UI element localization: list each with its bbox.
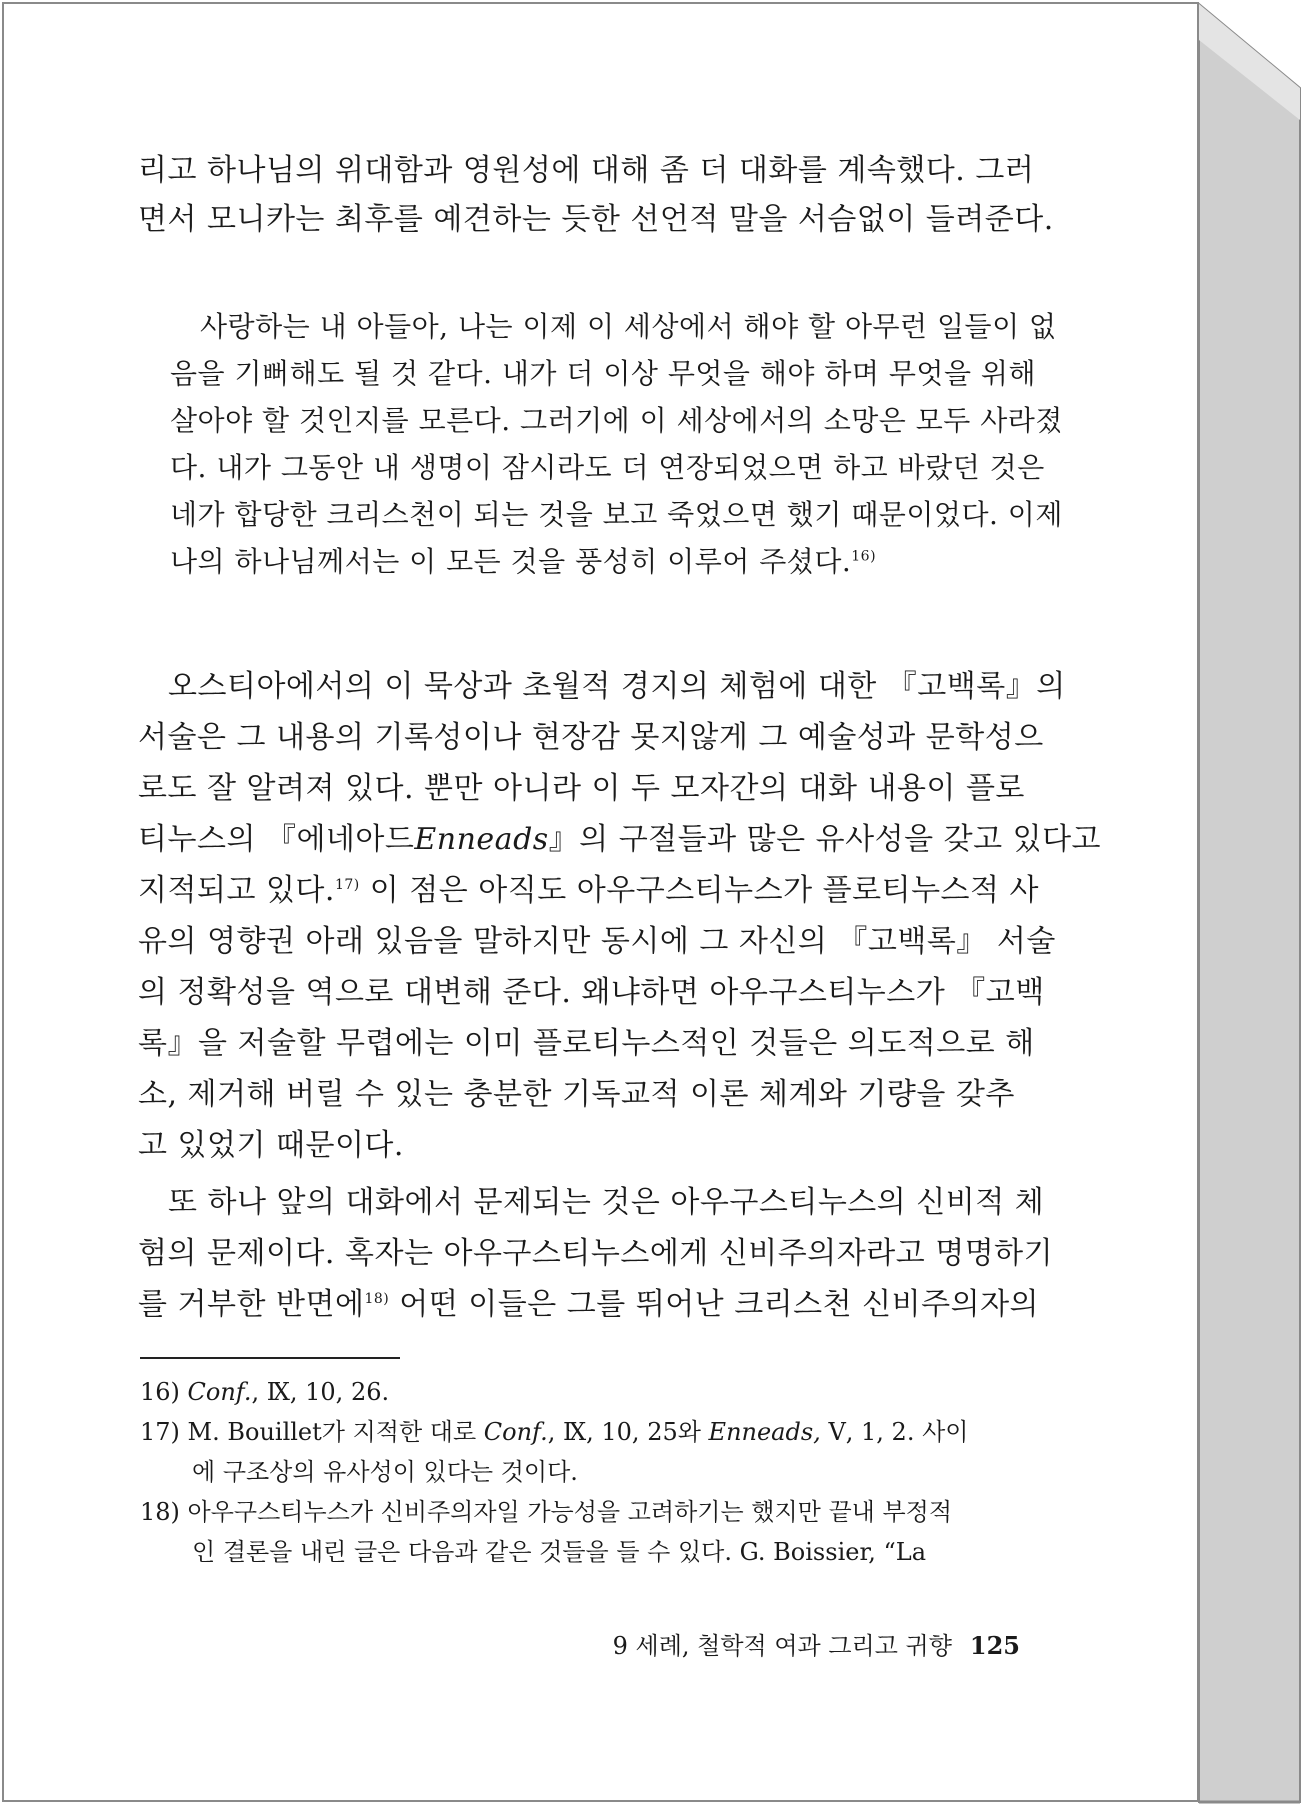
footnote-text: , Ⅸ, 10, 26. bbox=[251, 1378, 390, 1406]
intro-paragraph bbox=[138, 150, 1054, 241]
paragraph-2 bbox=[138, 1182, 1054, 1326]
footnote-16 bbox=[140, 1372, 1040, 1412]
footnotes bbox=[140, 1372, 1040, 1572]
footnote-text: Ⅴ, 1, 2. 사이 bbox=[820, 1418, 969, 1446]
text-line: 록』을 저술할 무렵에는 이미 플로티누스적인 것들은 의도적으로 해 bbox=[138, 1026, 1035, 1061]
quote-line: 음을 기뻐해도 될 것 같다. 내가 더 이상 무엇을 해야 하며 무엇을 위해 bbox=[170, 357, 1037, 390]
footnote-17 bbox=[140, 1412, 1040, 1452]
text-line: 또 하나 앞의 대화에서 문제되는 것은 아우구스티누스의 신비적 체 bbox=[168, 1185, 1045, 1220]
footnote-divider bbox=[140, 1357, 400, 1359]
quote-line-last bbox=[170, 541, 1040, 583]
text-span: 를 거부한 반면에 bbox=[138, 1287, 365, 1322]
footnote-text: , Ⅸ, 10, 25와 bbox=[547, 1418, 709, 1446]
quote-line: 살아야 할 것인지를 모른다. 그러기에 이 세상에서의 소망은 모두 사라졌 bbox=[170, 404, 1063, 437]
italic-title: Enneads, bbox=[708, 1418, 821, 1446]
italic-title: Conf. bbox=[187, 1378, 252, 1406]
footnote-number: 16) bbox=[140, 1378, 188, 1406]
running-footer bbox=[560, 1626, 1020, 1661]
page-number: 125 bbox=[969, 1631, 1020, 1660]
quote-text: 나의 하나님께서는 이 모든 것을 풍성히 이루어 주셨다. bbox=[170, 545, 852, 578]
text-line bbox=[138, 870, 1038, 912]
text-span: 이 점은 아직도 아우구스티누스가 플로티누스적 사 bbox=[359, 873, 1040, 908]
text-line: 로도 잘 알려져 있다. 뿐만 아니라 이 두 모자간의 대화 내용이 플로 bbox=[138, 771, 1025, 806]
italic-title: Conf. bbox=[483, 1418, 548, 1446]
text-span: 지적되고 있다. bbox=[138, 873, 335, 908]
footnote-text: 17) M. Bouillet가 지적한 대로 bbox=[140, 1418, 484, 1446]
quote-line: 네가 합당한 크리스천이 되는 것을 보고 죽었으면 했기 때문이었다. 이제 bbox=[170, 498, 1063, 531]
text-line: 의 정확성을 역으로 대변해 준다. 왜냐하면 아우구스티누스가 『고백 bbox=[138, 975, 1045, 1010]
text-span: 』의 구절들과 많은 유사성을 갖고 있다고 bbox=[548, 822, 1102, 857]
text-line bbox=[138, 819, 1102, 861]
text-line: 면서 모니카는 최후를 예견하는 듯한 선언적 말을 서슴없이 들려준다. bbox=[138, 202, 1054, 237]
footnote-ref-18: 18) bbox=[364, 1291, 390, 1307]
text-span: 어떤 이들은 그를 뛰어난 크리스천 신비주의자의 bbox=[389, 1287, 1040, 1322]
block-quote bbox=[170, 306, 1063, 583]
italic-title: Enneads bbox=[414, 822, 549, 857]
text-line: 리고 하나님의 위대함과 영원성에 대해 좀 더 대화를 계속했다. 그러 bbox=[138, 153, 1035, 188]
footnote-ref-17: 17) bbox=[334, 877, 360, 893]
text-line: 고 있었기 때문이다. bbox=[138, 1128, 404, 1163]
quote-line: 다. 내가 그동안 내 생명이 잠시라도 더 연장되었으면 하고 바랐던 것은 bbox=[170, 451, 1045, 484]
text-line: 유의 영향권 아래 있음을 말하지만 동시에 그 자신의 『고백록』 서술 bbox=[138, 924, 1056, 959]
paragraph-1 bbox=[138, 666, 1102, 1167]
chapter-title: 9 세례, 철학적 여과 그리고 귀향 bbox=[612, 1632, 952, 1660]
footnote-18-continued: 인 결론을 내린 글은 다음과 같은 것들을 들 수 있다. G. Boissier, “La bbox=[192, 1538, 927, 1566]
text-span: 티누스의 『에네아드 bbox=[138, 822, 415, 857]
text-line bbox=[138, 1284, 1038, 1326]
text-line: 험의 문제이다. 혹자는 아우구스티누스에게 신비주의자라고 명명하기 bbox=[138, 1236, 1054, 1271]
text-line: 소, 제거해 버릴 수 있는 충분한 기독교적 이론 체계와 기량을 갖추 bbox=[138, 1077, 1015, 1112]
footnote-ref-16: 16) bbox=[851, 548, 877, 565]
footnote-17-continued: 에 구조상의 유사성이 있다는 것이다. bbox=[192, 1458, 578, 1486]
footnote-18: 18) 아우구스티누스가 신비주의자일 가능성을 고려하기는 했지만 끝내 부정적 bbox=[140, 1498, 953, 1526]
text-line: 오스티아에서의 이 묵상과 초월적 경지의 체험에 대한 『고백록』의 bbox=[168, 669, 1066, 704]
quote-line: 사랑하는 내 아들아, 나는 이제 이 세상에서 해야 할 아무런 일들이 없 bbox=[200, 310, 1057, 343]
text-line: 서술은 그 내용의 기록성이나 현장감 못지않게 그 예술성과 문학성으 bbox=[138, 720, 1044, 755]
